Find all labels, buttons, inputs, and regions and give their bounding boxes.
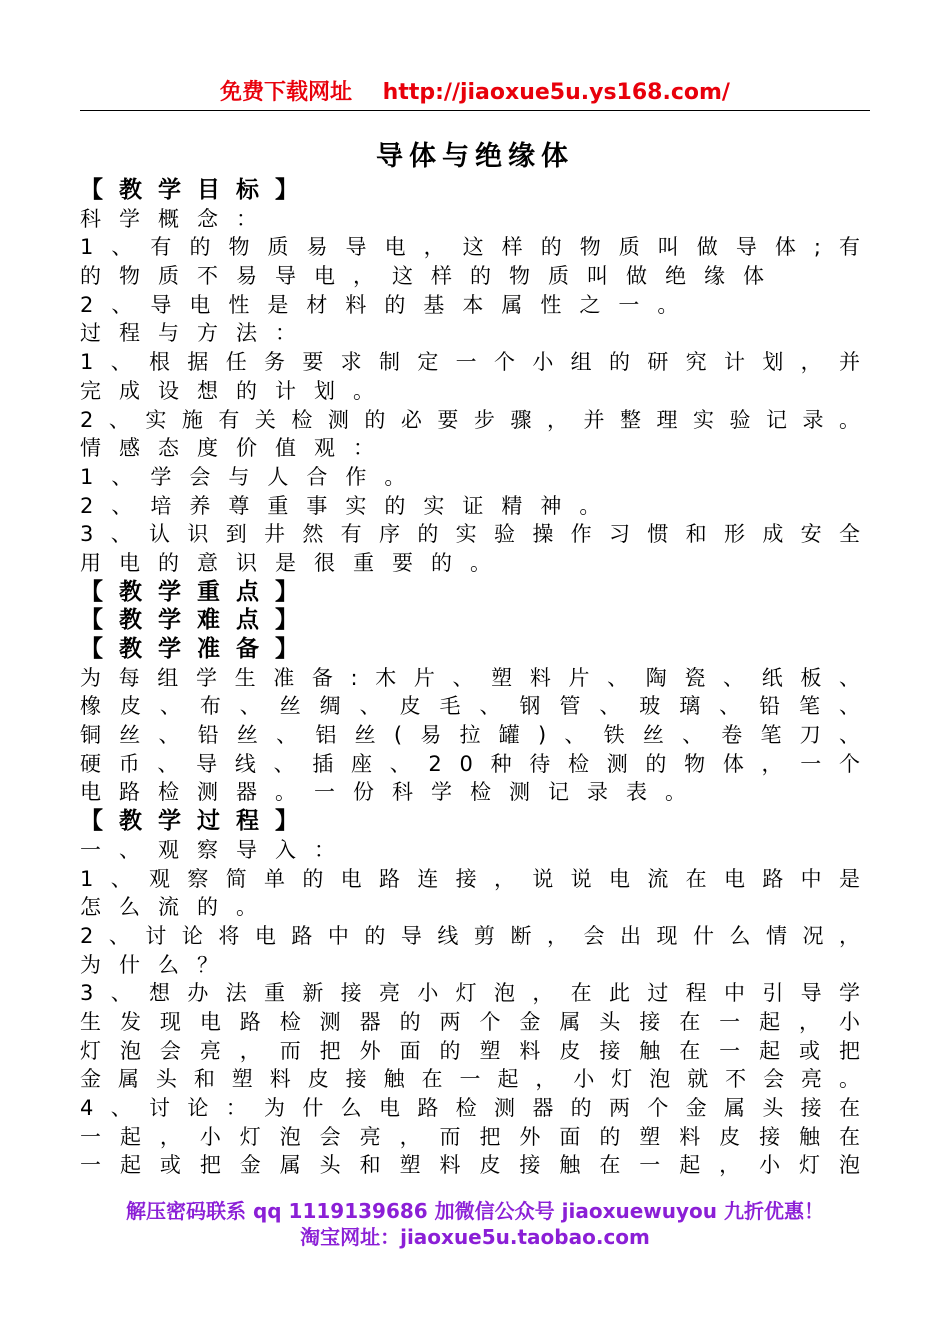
body-line xyxy=(80,836,882,865)
body-line xyxy=(80,348,882,377)
body-line xyxy=(80,319,882,348)
line-text: 电路检测器。一份科学检测记录表。 xyxy=(80,780,704,805)
body-line xyxy=(80,205,882,234)
body-line xyxy=(80,463,882,492)
body-line xyxy=(80,979,882,1008)
body-line xyxy=(80,750,882,779)
body-line xyxy=(80,721,882,750)
body-line xyxy=(80,434,882,463)
line-text: 1、有的物质易导电，这样的物质叫做导体;有 xyxy=(80,235,879,260)
section-heading xyxy=(80,176,882,205)
line-text: 完成设想的计划。 xyxy=(80,378,392,403)
body-line xyxy=(80,893,882,922)
line-text: 金属头和塑料皮接触在一起，小灯泡就不会亮。 xyxy=(80,1067,877,1092)
footer-shop-url[interactable]: 淘宝网址：jiaoxue5u.taobao.com xyxy=(300,1225,650,1249)
line-text: 【教学重点】 xyxy=(80,578,314,605)
line-text: 一、观察导入： xyxy=(80,837,353,862)
line-text: 【教学准备】 xyxy=(80,636,314,662)
body-line xyxy=(80,291,882,320)
body-line xyxy=(80,549,882,578)
line-text: 1、观察简单的电路连接，说说电流在电路中是 xyxy=(80,866,878,891)
page-title: 导体与绝缘体 xyxy=(376,141,574,172)
line-text: 1、根据任务要求制定一个小组的研究计划，并 xyxy=(80,350,878,375)
body-line xyxy=(80,233,882,262)
line-text: 【教学难点】 xyxy=(80,607,314,634)
body-line xyxy=(80,406,882,435)
body-line xyxy=(80,664,882,693)
line-text: 铜丝、铅丝、铝丝(易拉罐)、铁丝、卷笔刀、 xyxy=(80,723,879,748)
body-line xyxy=(80,922,882,951)
body-line xyxy=(80,377,882,406)
body-line xyxy=(80,1065,882,1094)
body-line xyxy=(80,262,882,291)
line-text: 一起或把金属头和塑料皮接触在一起，小灯泡 xyxy=(80,1153,879,1178)
body-line xyxy=(80,865,882,894)
line-text: 怎么流的。 xyxy=(80,895,275,920)
line-text: 科学概念： xyxy=(80,206,275,231)
line-text: 橡皮、布、丝绸、皮毛、钢管、玻璃、铅笔、 xyxy=(80,694,879,719)
section-heading xyxy=(80,606,882,635)
line-text: 情感态度价值观： xyxy=(80,436,392,461)
line-text: 【教学目标】 xyxy=(80,177,314,203)
line-text: 1、学会与人合作。 xyxy=(80,464,424,489)
section-heading xyxy=(80,578,882,607)
body-line xyxy=(80,520,882,549)
body-line xyxy=(80,778,882,807)
line-text: 3、想办法重新接亮小灯泡，在此过程中引导学 xyxy=(80,981,878,1006)
line-text: 2、导电性是材料的基本属性之一。 xyxy=(80,292,697,317)
lesson-body xyxy=(80,176,882,1180)
footer-contact: 解压密码联系 qq 1119139686 加微信公众号 jiaoxuewuyou 九折优惠！ xyxy=(126,1199,824,1223)
body-line xyxy=(80,692,882,721)
body-line xyxy=(80,1037,882,1066)
line-text: 生发现电路检测器的两个金属头接在一起，小 xyxy=(80,1009,879,1034)
body-line xyxy=(80,1094,882,1123)
line-text: 的物质不易导电，这样的物质叫做绝缘体 xyxy=(80,264,782,289)
line-text: 3、认识到井然有序的实验操作习惯和形成安全 xyxy=(80,522,878,547)
line-text: 2、培养尊重事实的实证精神。 xyxy=(80,493,619,518)
line-text: 灯泡会亮，而把外面的塑料皮接触在一起或把 xyxy=(80,1038,879,1063)
line-text: 4、讨论：为什么电路检测器的两个金属头接在 xyxy=(80,1096,878,1120)
section-heading xyxy=(80,635,882,664)
line-text: 一起，小灯泡会亮，而把外面的塑料皮接触在 xyxy=(80,1124,879,1149)
body-line xyxy=(80,951,882,980)
body-line xyxy=(80,1008,882,1037)
line-text: 【教学过程】 xyxy=(80,808,314,835)
body-line xyxy=(80,1123,882,1152)
line-text: 2、讨论将电路中的导线剪断，会出现什么情况， xyxy=(80,923,876,948)
line-text: 为每组学生准备:木片、塑料片、陶瓷、纸板、 xyxy=(80,665,878,690)
body-line xyxy=(80,492,882,521)
line-text: 过程与方法： xyxy=(80,321,314,346)
line-text: 为什么？ xyxy=(80,952,236,977)
line-text: 用电的意识是很重要的。 xyxy=(80,550,509,575)
body-line xyxy=(80,1151,882,1180)
section-heading xyxy=(80,807,882,836)
download-url-header[interactable]: 免费下载网址 http://jiaoxue5u.ys168.com/ xyxy=(80,76,870,111)
line-text: 硬币、导线、插座、20种待检测的物体，一个 xyxy=(80,751,878,776)
line-text: 2、实施有关检测的必要步骤，并整理实验记录。 xyxy=(80,407,876,432)
